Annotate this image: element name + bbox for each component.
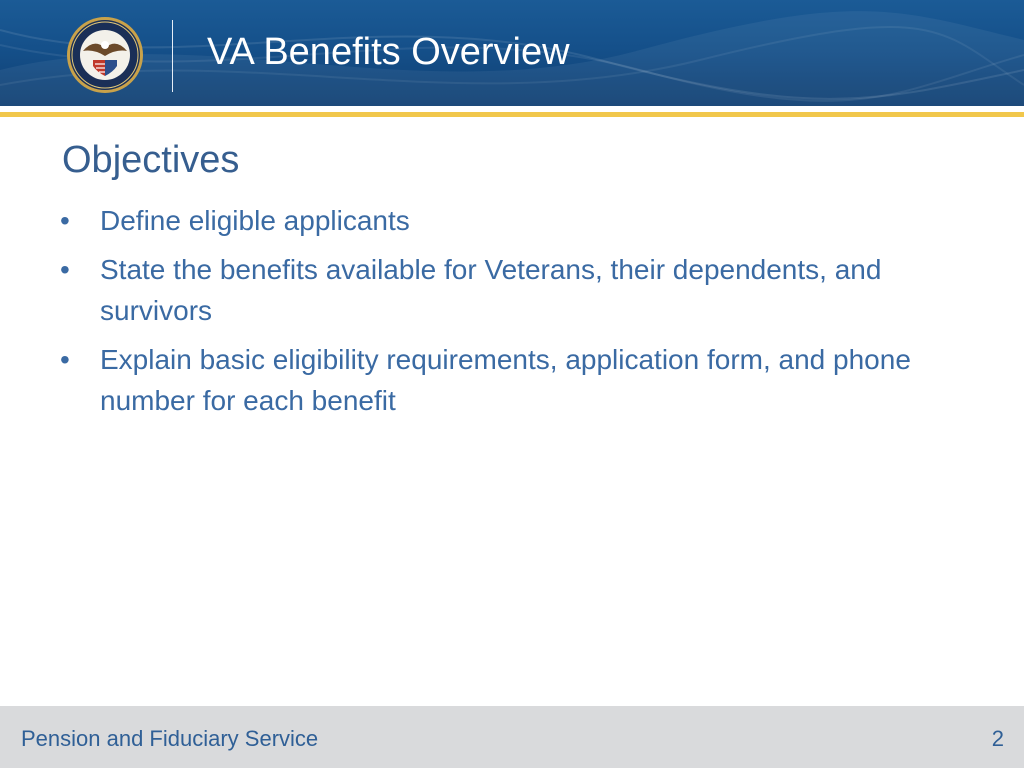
- header-banner: [0, 0, 1024, 106]
- list-item-text: State the benefits available for Veterans, their dependents, and survivors: [100, 254, 882, 326]
- list-item-text: Define eligible applicants: [100, 205, 410, 236]
- header-gold-rule: [0, 112, 1024, 117]
- footer-text: Pension and Fiduciary Service: [21, 726, 319, 751]
- section-heading: Objectives: [62, 139, 240, 181]
- bullet-icon: •: [60, 344, 70, 375]
- objectives-list: [60, 200, 940, 429]
- bullet-icon: •: [60, 205, 70, 236]
- slide-title: VA Benefits Overview: [207, 31, 570, 73]
- list-item: [60, 200, 940, 241]
- va-seal-icon: [66, 16, 144, 94]
- list-item: [60, 249, 940, 331]
- list-item-text: Explain basic eligibility requirements, application form, and phone number for each benefit: [100, 344, 911, 416]
- page-number: 2: [991, 726, 1004, 751]
- list-item: [60, 339, 940, 421]
- bullet-icon: •: [60, 254, 70, 285]
- footer-bar: [0, 706, 1024, 768]
- header-divider: [172, 20, 173, 92]
